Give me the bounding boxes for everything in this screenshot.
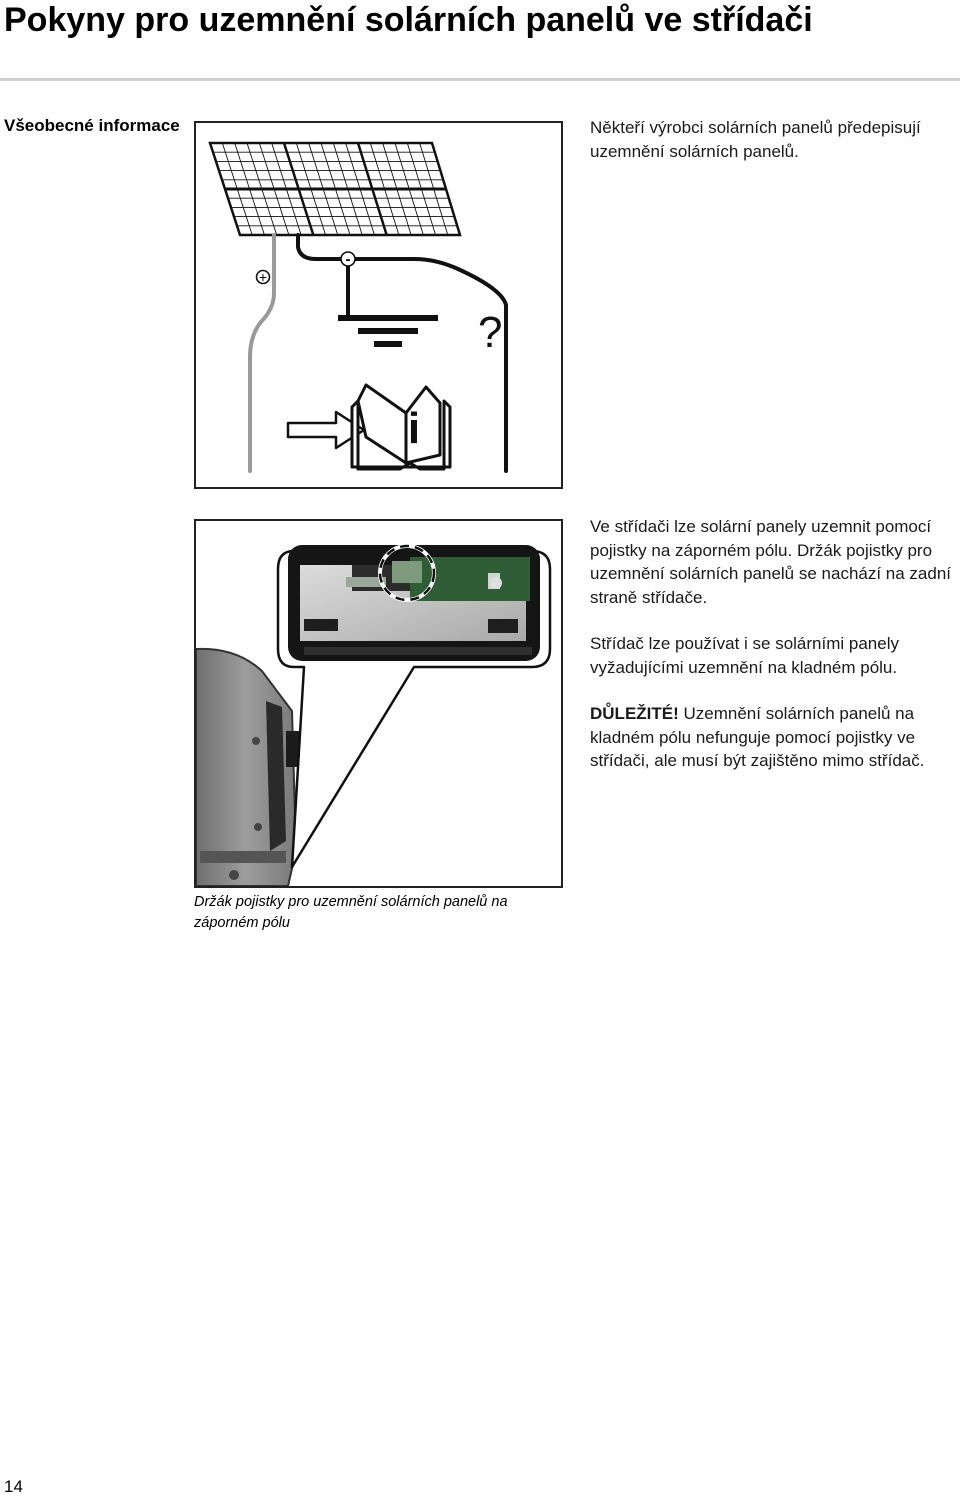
plus-symbol: + [258, 269, 268, 285]
important-note [590, 702, 956, 773]
question-mark: ? [478, 308, 503, 357]
fuse-text: Ve střídači lze solární panely uzemnit pomocí pojistky na záporném pólu. Držák pojistky pro uzemnění solárních panelů se nachází na zadní straně střídače. [590, 517, 952, 607]
ground-symbol-icon [338, 318, 438, 344]
positive-pole-paragraph [590, 632, 956, 679]
positive-pole-text: Střídač lze používat i se solárními panely vyžadujícími uzemnění na kladném pólu. [590, 634, 899, 677]
important-text: Uzemnění solárních panelů na kladném pólu nefunguje pomocí pojistky ve střídači, ale musí být zajištěno mimo střídač. [590, 704, 925, 770]
page-title: Pokyny pro uzemnění solárních panelů ve střídači [4, 1, 813, 39]
important-label: DŮLEŽITÉ! [590, 704, 679, 723]
info-letter: i [407, 404, 421, 453]
minus-symbol: - [345, 251, 351, 268]
fuse-holder [392, 561, 422, 583]
page-number: 14 [4, 1477, 23, 1496]
title-divider [0, 78, 960, 81]
fuse-holder-figure [194, 519, 563, 888]
fuse-paragraph [590, 515, 956, 609]
intro-text: Někteří výrobci solárních panelů předepisují uzemnění solárních panelů. [590, 118, 921, 161]
inverter-housing [196, 649, 300, 886]
figure-caption: Držák pojistky pro uzemnění solárních panelů na záporném pólu [194, 894, 508, 931]
manual-book-icon [352, 385, 450, 469]
section-label: Všeobecné informace [4, 116, 180, 135]
intro-paragraph [590, 116, 956, 163]
grounding-schematic-drawing [196, 123, 561, 487]
fuse-holder-drawing [196, 521, 561, 886]
solar-panel-array-icon [210, 143, 460, 235]
grounding-schematic-figure [194, 121, 563, 489]
